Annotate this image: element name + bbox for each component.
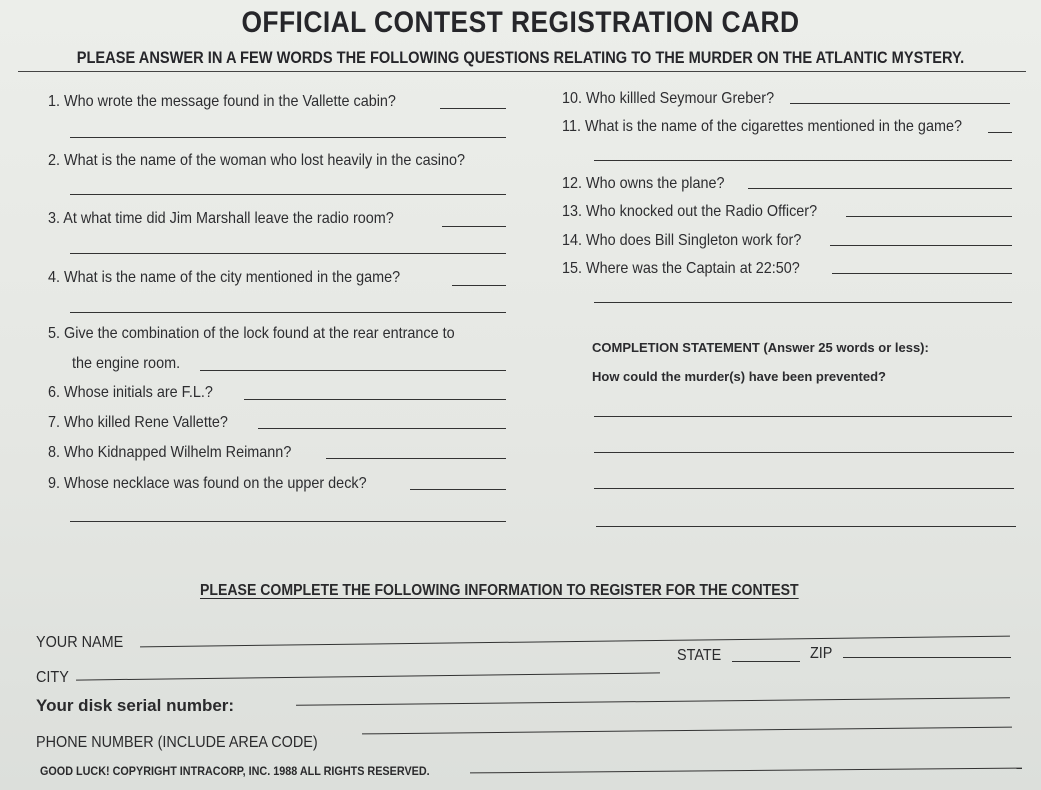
footer-rule — [470, 768, 1022, 774]
answer-line[interactable] — [846, 216, 1012, 217]
state-label: STATE — [677, 647, 722, 664]
answer-line[interactable] — [200, 370, 506, 371]
question-10: 10. Who killled Seymour Greber? — [562, 90, 775, 107]
answer-line[interactable] — [70, 194, 506, 195]
serial-field[interactable] — [296, 697, 1010, 705]
completion-statement: COMPLETION STATEMENT (Answer 25 words or less): — [592, 340, 929, 355]
question-8: 8. Who Kidnapped Wilhelm Reimann? — [48, 444, 292, 461]
answer-line[interactable] — [70, 312, 506, 313]
answer-line[interactable] — [440, 108, 506, 109]
answer-line[interactable] — [594, 416, 1012, 417]
answer-line[interactable] — [790, 103, 1010, 104]
answer-line[interactable] — [594, 302, 1012, 303]
answer-line[interactable] — [410, 489, 506, 490]
question-3: 3. At what time did Jim Marshall leave the radio room? — [48, 210, 394, 227]
question-5: 5. Give the combination of the lock found at the rear entrance to — [48, 325, 455, 342]
answer-line[interactable] — [596, 526, 1016, 527]
answer-line[interactable] — [326, 458, 506, 459]
state-field[interactable] — [732, 661, 800, 662]
footer-copyright: GOOD LUCK! COPYRIGHT INTRACORP, INC. 1988 ALL RIGHTS RESERVED. — [40, 764, 430, 778]
question-12: 12. Who owns the plane? — [562, 175, 725, 192]
answer-line[interactable] — [442, 226, 506, 227]
answer-line[interactable] — [452, 285, 506, 286]
answer-line[interactable] — [594, 452, 1014, 453]
answer-line[interactable] — [988, 132, 1012, 133]
card-title: OFFICIAL CONTEST REGISTRATION CARD — [241, 6, 800, 39]
answer-line[interactable] — [594, 488, 1014, 489]
question-2: 2. What is the name of the woman who lost heavily in the casino? — [48, 152, 466, 169]
answer-line[interactable] — [244, 399, 506, 400]
question-11: 11. What is the name of the cigarettes mentioned in the game? — [562, 118, 962, 135]
question-1: 1. Who wrote the message found in the Vallette cabin? — [48, 93, 396, 110]
city-label: CITY — [36, 669, 69, 686]
answer-line[interactable] — [70, 253, 506, 254]
question-6: 6. Whose initials are F.L.? — [48, 384, 213, 401]
question-14: 14. Who does Bill Singleton work for? — [562, 232, 802, 249]
zip-label: ZIP — [810, 645, 833, 662]
answer-line[interactable] — [70, 137, 506, 138]
completion-question: How could the murder(s) have been prevented? — [592, 369, 886, 384]
phone-field[interactable] — [362, 727, 1012, 735]
zip-field[interactable] — [843, 657, 1011, 658]
answer-line[interactable] — [258, 428, 506, 429]
question-13: 13. Who knocked out the Radio Officer? — [562, 203, 818, 220]
registration-heading: PLEASE COMPLETE THE FOLLOWING INFORMATION TO REGISTER FOR THE CONTEST — [200, 582, 799, 599]
answer-line[interactable] — [594, 160, 1012, 161]
phone-label: PHONE NUMBER (INCLUDE AREA CODE) — [36, 734, 318, 751]
answer-line[interactable] — [830, 245, 1012, 246]
your-name-label: YOUR NAME — [36, 634, 124, 651]
header-rule — [18, 71, 1026, 72]
question-9: 9. Whose necklace was found on the upper deck? — [48, 475, 367, 492]
answer-line[interactable] — [832, 273, 1012, 274]
question-5-continued: the engine room. — [72, 355, 181, 372]
city-field[interactable] — [76, 672, 660, 680]
answer-line[interactable] — [748, 188, 1012, 189]
your-name-field[interactable] — [140, 636, 1010, 648]
question-7: 7. Who killed Rene Vallette? — [48, 414, 228, 431]
answer-line[interactable] — [70, 521, 506, 522]
serial-label: Your disk serial number: — [36, 696, 235, 715]
question-4: 4. What is the name of the city mentioned in the game? — [48, 269, 401, 286]
card-subtitle: PLEASE ANSWER IN A FEW WORDS THE FOLLOWING QUESTIONS RELATING TO THE MURDER ON THE ATLANTIC MYSTERY. — [76, 48, 965, 67]
question-15: 15. Where was the Captain at 22:50? — [562, 260, 800, 277]
